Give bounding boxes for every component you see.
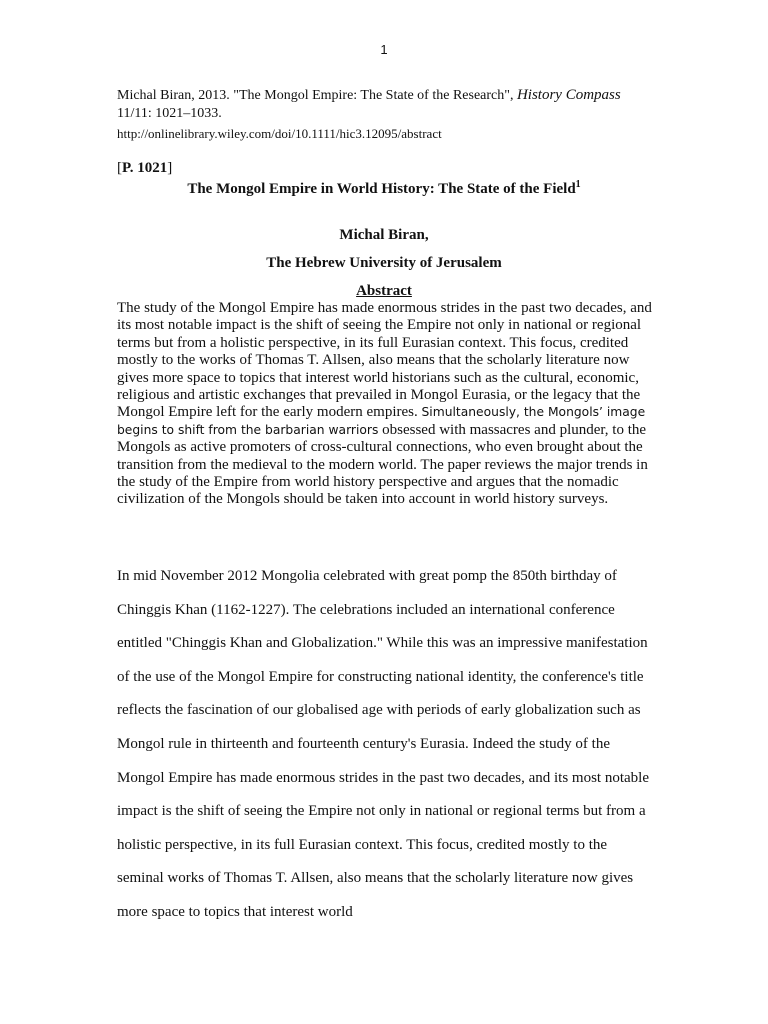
abstract-text-part3: obsessed with massacres and plunder, to the Mongols as active promoters of cross-cultural connections, who even brought about the transition from the medieval to the modern world. The paper reviews the major trends in the study of the Empire from world history perspective and argues that the nomadic civilization of the Mongols should be taken into account in world history surveys. [117, 421, 648, 508]
page-number: 1 [380, 42, 388, 57]
abstract-heading: Abstract [356, 283, 412, 299]
volume-pages: 11/11: 1021–1033. [117, 106, 222, 121]
page-marker [117, 160, 172, 177]
author-affiliation: The Hebrew University of Jerusalem [266, 255, 502, 271]
article-title [0, 179, 768, 198]
body-paragraph: In mid November 2012 Mongolia celebrated with great pomp the 850th birthday of Chinggis Khan (1162-1227). The celebrations included an international conference entitled "Chinggis Khan and Globalization." While this was an impressive manifestation of the use of the Mongol Empire for constructing national identity, the conference's title reflects the fascination of our globalised age with periods of early globalization such as Mongol rule in thirteenth and fourteenth century's Eurasia. Indeed the study of the Mongol Empire has made enormous strides in the past two decades, and its most notable impact is the shift of seeing the Empire not only in national or regional terms but from a holistic perspective, in its full Eurasian context. This focus, credited mostly to the seminal works of Thomas T. Allsen, also means that the scholarly literature now gives more space to topics that interest world [117, 568, 649, 920]
article-title-text: The Mongol Empire in World History: The State of the Field [187, 181, 576, 197]
citation-url[interactable]: http://onlinelibrary.wiley.com/doi/10.1111/hic3.12095/abstract [117, 126, 442, 141]
citation-line: Michal Biran, 2013. "The Mongol Empire: The State of the Research", [117, 88, 514, 103]
footnote-marker[interactable]: 1 [575, 179, 581, 190]
abstract-text-part1: The study of the Mongol Empire has made enormous strides in the past two decades, and its most notable impact is the shift of seeing the Empire not only in national or regional terms but from a holistic perspective, in its full Eurasian context. This focus, credited mostly to the works of Thomas T. Allsen, also means that the scholarly literature now gives more space to topics that interest world historians such as the cultural, economic, religious and artistic exchanges that prevailed in Mongol Eurasia, or the legacy that the Mongol Empire left for the early modern empires. [117, 300, 652, 421]
page-marker-label: P. 1021 [122, 160, 168, 176]
author-name: Michal Biran, [339, 227, 429, 243]
citation [117, 86, 677, 143]
abstract-text [117, 300, 657, 509]
abstract-text-part2: Simultaneously, the Mongols’ image begins to shift from the barbarian warriors [117, 405, 646, 437]
page-marker-open: [ [117, 160, 122, 176]
page-marker-close: ] [167, 160, 173, 176]
journal-name: History Compass [516, 87, 621, 103]
